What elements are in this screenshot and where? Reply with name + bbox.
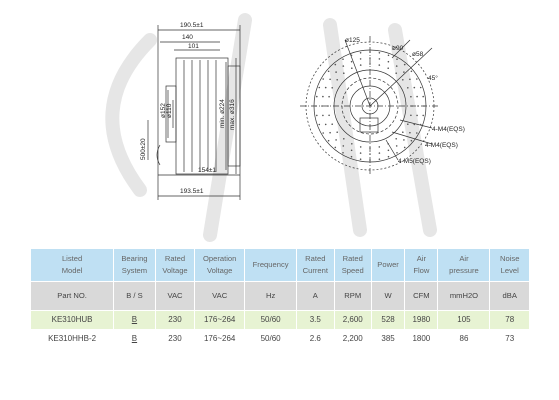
dot-mark — [369, 159, 371, 161]
dot-mark — [387, 67, 389, 69]
dot-mark — [411, 140, 413, 142]
dot-mark — [336, 131, 338, 133]
header-frequency: Frequency — [245, 249, 297, 282]
cell-power: 385 — [371, 330, 404, 349]
dot-mark — [360, 146, 362, 148]
dot-mark — [396, 145, 398, 147]
dim-side-max316: max. ø316 — [229, 99, 236, 130]
dot-mark — [335, 139, 337, 141]
unit-cell: dBA — [490, 282, 530, 311]
dot-mark — [404, 64, 406, 66]
dot-mark — [422, 115, 424, 117]
table-units-row — [31, 282, 530, 311]
cell-noise: 73 — [490, 330, 530, 349]
cell-air-flow: 1980 — [405, 311, 438, 330]
dot-mark — [379, 152, 381, 154]
header-listed-model: Listed Model — [31, 249, 114, 282]
unit-cell: Hz — [245, 282, 297, 311]
dot-mark — [409, 79, 411, 81]
unit-cell: Part NO. — [31, 282, 114, 311]
dot-mark — [329, 132, 331, 134]
dot-mark — [410, 115, 412, 117]
dot-mark — [328, 140, 330, 142]
cell-current: 3.5 — [297, 311, 334, 330]
dim-side-152: ø152 — [160, 103, 167, 118]
dot-mark — [351, 156, 353, 158]
dot-mark — [395, 72, 397, 74]
unit-cell: CFM — [405, 282, 438, 311]
dot-mark — [343, 65, 345, 67]
dot-mark — [379, 158, 381, 160]
dot-mark — [402, 131, 404, 133]
dot-mark — [351, 150, 353, 152]
cell-air-pressure: 86 — [438, 330, 490, 349]
dot-mark — [325, 87, 327, 89]
dim-front-m4-a: 4-M4(EQS) — [432, 126, 465, 133]
dot-mark — [319, 87, 321, 89]
dot-mark — [369, 57, 371, 59]
unit-cell: VAC — [155, 282, 195, 311]
dot-mark — [369, 51, 371, 53]
dot-mark — [331, 87, 333, 89]
dot-mark — [315, 105, 317, 107]
dim-front-58: ø58 — [412, 51, 424, 58]
cell-rated-voltage: 230 — [155, 311, 195, 330]
cell-air-flow: 1800 — [405, 330, 438, 349]
cell-model: KE310HUB — [31, 311, 114, 330]
dot-mark — [395, 138, 397, 140]
dot-mark — [410, 96, 412, 98]
cell-air-pressure: 105 — [438, 311, 490, 330]
dot-mark — [351, 67, 353, 69]
dim-front-m5: 4-M5(EQS) — [398, 158, 431, 165]
dim-side-min224: min. ø224 — [219, 99, 226, 128]
dot-mark — [343, 138, 345, 140]
dot-mark — [416, 96, 418, 98]
cell-speed: 2,200 — [334, 330, 371, 349]
dot-mark — [322, 96, 324, 98]
dot-mark — [322, 132, 324, 134]
dot-mark — [328, 71, 330, 73]
unit-cell: RPM — [334, 282, 371, 311]
dot-mark — [319, 124, 321, 126]
cell-power: 528 — [371, 311, 404, 330]
header-noise-level: Noise Level — [490, 249, 530, 282]
spec-table — [30, 248, 530, 349]
unit-cell: mmH2O — [438, 282, 490, 311]
cell-noise: 78 — [490, 311, 530, 330]
dot-mark — [422, 96, 424, 98]
dot-mark — [321, 105, 323, 107]
watermark-graphic — [112, 20, 430, 235]
dot-mark — [379, 58, 381, 60]
dim-side-overall: 190.5±1 — [180, 22, 204, 29]
dot-mark — [379, 52, 381, 54]
dot-mark — [379, 146, 381, 148]
dot-mark — [388, 61, 390, 63]
dot-mark — [387, 143, 389, 145]
dim-side-140: 140 — [182, 34, 193, 41]
dot-mark — [396, 65, 398, 67]
dot-mark — [414, 124, 416, 126]
dim-side-500: 500±20 — [140, 138, 147, 160]
dot-mark — [316, 115, 318, 117]
dot-mark — [369, 63, 371, 65]
dot-mark — [351, 61, 353, 63]
dot-mark — [343, 72, 345, 74]
dot-mark — [327, 105, 329, 107]
dot-mark — [325, 124, 327, 126]
dot-mark — [420, 87, 422, 89]
unit-cell: B / S — [114, 282, 156, 311]
dot-mark — [336, 79, 338, 81]
dot-mark — [403, 71, 405, 73]
dot-mark — [322, 78, 324, 80]
cell-bearing: B — [114, 330, 156, 349]
dot-mark — [360, 158, 362, 160]
dot-mark — [416, 78, 418, 80]
dim-front-90: ø90 — [392, 45, 404, 52]
dot-mark — [343, 145, 345, 147]
cell-current: 2.6 — [297, 330, 334, 349]
table-header-row — [31, 249, 530, 282]
header-air-pressure: Air pressure — [438, 249, 490, 282]
header-operation-voltage: Operation Voltage — [195, 249, 245, 282]
header-rated-current: Rated Current — [297, 249, 334, 282]
dim-side-154: 154±1 — [198, 167, 217, 174]
cell-operation-voltage: 176~264 — [195, 330, 245, 349]
dot-mark — [407, 87, 409, 89]
dot-mark — [420, 124, 422, 126]
cell-operation-voltage: 176~264 — [195, 311, 245, 330]
header-power: Power — [371, 249, 404, 282]
dim-side-193: 193.5±1 — [180, 188, 204, 195]
cell-rated-voltage: 230 — [155, 330, 195, 349]
dot-mark — [360, 52, 362, 54]
dot-mark — [342, 152, 344, 154]
dot-mark — [360, 58, 362, 60]
dot-mark — [411, 71, 413, 73]
dot-mark — [379, 64, 381, 66]
dot-mark — [388, 156, 390, 158]
unit-cell: W — [371, 282, 404, 311]
dot-mark — [335, 147, 337, 149]
cell-frequency: 50/60 — [245, 311, 297, 330]
dot-mark — [351, 143, 353, 145]
dot-mark — [328, 115, 330, 117]
dot-mark — [411, 105, 413, 107]
dot-mark — [316, 96, 318, 98]
header-rated-speed: Rated Speed — [334, 249, 371, 282]
dim-side-110: ø110 — [166, 103, 173, 118]
dot-mark — [331, 123, 333, 125]
cell-speed: 2,600 — [334, 311, 371, 330]
dot-mark — [360, 64, 362, 66]
dot-mark — [402, 79, 404, 81]
dot-mark — [414, 87, 416, 89]
unit-cell: VAC — [195, 282, 245, 311]
dot-mark — [322, 115, 324, 117]
table-row — [31, 330, 530, 349]
dot-mark — [396, 58, 398, 60]
header-air-flow: Air Flow — [405, 249, 438, 282]
dot-mark — [335, 64, 337, 66]
cell-frequency: 50/60 — [245, 330, 297, 349]
dot-mark — [404, 147, 406, 149]
dot-mark — [329, 79, 331, 81]
dot-mark — [409, 132, 411, 134]
table-row — [31, 311, 530, 330]
unit-cell: A — [297, 282, 334, 311]
dot-mark — [328, 96, 330, 98]
dot-mark — [403, 139, 405, 141]
dot-mark — [351, 55, 353, 57]
header-rated-voltage: Rated Voltage — [155, 249, 195, 282]
dot-mark — [417, 105, 419, 107]
cell-bearing: B — [114, 311, 156, 330]
dot-mark — [360, 152, 362, 154]
dim-side-101: 101 — [188, 43, 199, 50]
dot-mark — [416, 132, 418, 134]
dim-front-m4-b: 4-M4(EQS) — [425, 142, 458, 149]
dot-mark — [423, 105, 425, 107]
dot-mark — [416, 115, 418, 117]
dot-mark — [407, 123, 409, 125]
dot-mark — [369, 153, 371, 155]
header-bearing-system: Bearing System — [114, 249, 156, 282]
dim-front-45: 45° — [428, 75, 438, 82]
dot-mark — [369, 147, 371, 149]
cell-model: KE310HHB-2 — [31, 330, 114, 349]
dot-mark — [388, 55, 390, 57]
dot-mark — [388, 150, 390, 152]
dim-front-125: ø125 — [345, 37, 360, 44]
dot-mark — [342, 58, 344, 60]
dot-mark — [335, 71, 337, 73]
dot-mark — [396, 152, 398, 154]
